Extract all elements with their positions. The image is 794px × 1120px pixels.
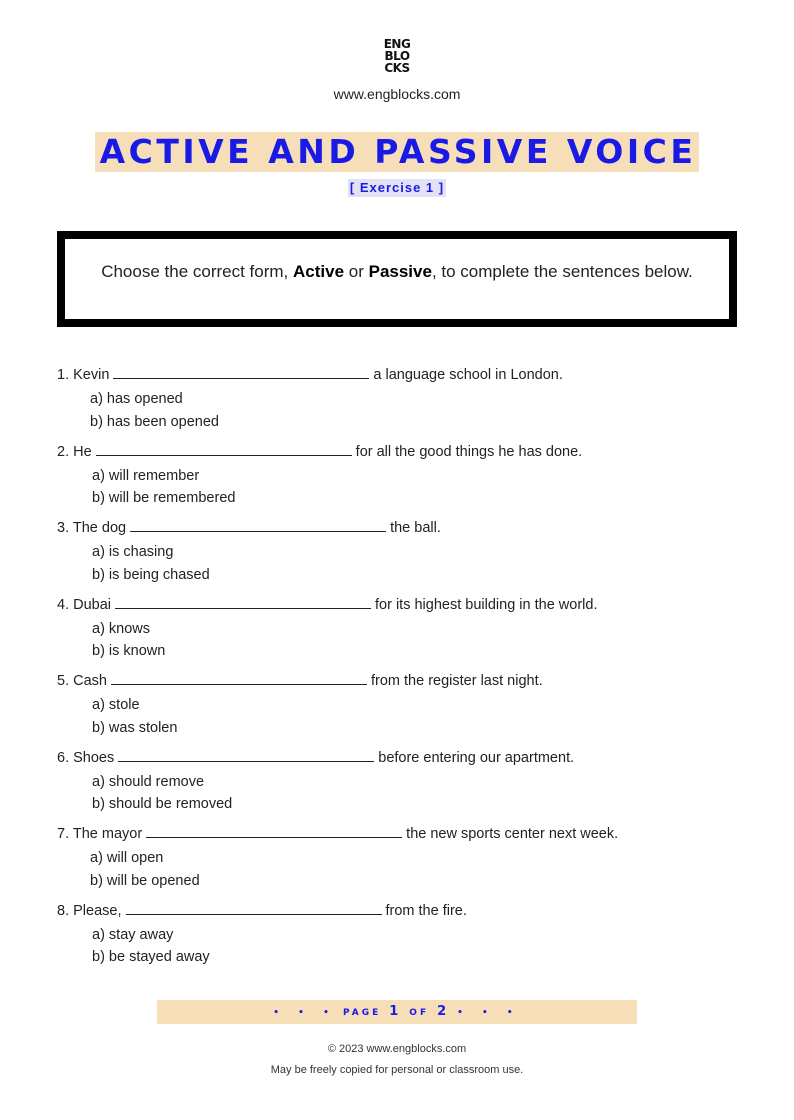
question-prefix: 2. He <box>57 443 92 460</box>
question-suffix: the ball. <box>390 520 441 536</box>
site-url[interactable]: www.engblocks.com <box>333 86 461 102</box>
instructions-active: Active <box>293 262 345 281</box>
question-prefix: 4. Dubai <box>57 596 112 613</box>
question-stem <box>57 364 757 388</box>
option-b[interactable]: b) was stolen <box>92 719 178 736</box>
question-stem <box>57 441 757 465</box>
option-a[interactable]: a) stole <box>92 697 140 713</box>
question-stem <box>57 594 757 618</box>
question-5 <box>57 670 757 747</box>
question-prefix: 7. The mayor <box>57 826 143 842</box>
option-a[interactable]: a) knows <box>92 620 151 637</box>
instructions-box <box>57 231 737 327</box>
answer-blank[interactable] <box>130 517 386 532</box>
question-list <box>57 364 757 976</box>
question-7 <box>57 823 757 900</box>
answer-blank[interactable] <box>111 670 367 685</box>
question-3 <box>57 517 757 594</box>
question-stem <box>57 900 757 924</box>
exercise-subtitle: [ Exercise 1 ] <box>349 180 445 195</box>
answer-blank[interactable] <box>126 900 382 915</box>
option-a[interactable]: a) will open <box>90 850 164 866</box>
question-suffix: for its highest building in the world. <box>375 596 598 613</box>
logo-line-1: ENG <box>383 37 411 51</box>
question-prefix: 8. Please, <box>57 902 122 919</box>
question-suffix: a language school in London. <box>373 367 563 383</box>
answer-blank[interactable] <box>118 747 374 762</box>
option-b[interactable]: b) has been opened <box>90 413 219 430</box>
title-wrapper <box>0 132 794 172</box>
engblocks-logo <box>0 38 794 74</box>
option-b[interactable]: b) should be removed <box>92 796 233 812</box>
instructions-text-end: , to complete the sentences below. <box>431 262 693 281</box>
question-suffix: from the register last night. <box>370 673 543 689</box>
instructions-passive: Passive <box>368 262 432 281</box>
question-suffix: before entering our apartment. <box>378 749 575 766</box>
license-text: May be freely copied for personal or classroom use. <box>270 1064 524 1076</box>
option-b[interactable]: b) will be remembered <box>92 490 236 506</box>
answer-blank[interactable] <box>146 823 402 838</box>
page-dots-right: • • • <box>457 1008 521 1018</box>
answer-blank[interactable] <box>115 594 371 609</box>
option-a[interactable]: a) will remember <box>92 467 200 484</box>
option-a[interactable]: a) has opened <box>90 391 183 407</box>
question-4 <box>57 594 757 671</box>
page-of-label: OF <box>409 1008 430 1018</box>
question-stem <box>57 823 757 847</box>
page-total: 2 <box>437 1004 450 1019</box>
question-suffix: for all the good things he has done. <box>355 443 583 460</box>
question-2 <box>57 441 757 518</box>
answer-blank[interactable] <box>96 441 352 456</box>
instructions-text-middle: or <box>344 262 369 281</box>
option-b[interactable]: b) be stayed away <box>92 949 210 965</box>
question-suffix: the new sports center next week. <box>406 826 619 842</box>
subtitle-wrapper <box>0 179 794 197</box>
page-label: PAGE <box>342 1008 382 1018</box>
page-title: ACTIVE AND PASSIVE VOICE <box>95 132 700 172</box>
question-stem <box>57 747 757 771</box>
question-8 <box>57 900 757 977</box>
question-stem <box>57 517 757 541</box>
page-current: 1 <box>389 1004 402 1019</box>
option-b[interactable]: b) will be opened <box>90 872 200 889</box>
option-a[interactable]: a) stay away <box>92 926 174 943</box>
question-6 <box>57 747 757 824</box>
page-indicator <box>157 1000 637 1024</box>
answer-blank[interactable] <box>113 364 369 379</box>
question-stem <box>57 670 757 694</box>
instructions-text-start: Choose the correct form, <box>101 262 294 281</box>
question-prefix: 3. The dog <box>57 520 127 536</box>
option-a[interactable]: a) should remove <box>92 773 205 790</box>
option-b[interactable]: b) is known <box>92 643 166 659</box>
option-a[interactable]: a) is chasing <box>92 544 174 560</box>
copyright-text: © 2023 www.engblocks.com <box>327 1043 467 1055</box>
logo-line-3: CKS <box>384 61 410 75</box>
question-prefix: 1. Kevin <box>57 367 110 383</box>
option-b[interactable]: b) is being chased <box>92 566 210 583</box>
logo-line-2: BLO <box>384 49 410 63</box>
question-1 <box>57 364 757 441</box>
page-dots-left: • • • <box>273 1008 337 1018</box>
question-prefix: 5. Cash <box>57 673 107 689</box>
question-prefix: 6. Shoes <box>57 749 115 766</box>
question-suffix: from the fire. <box>385 902 467 919</box>
